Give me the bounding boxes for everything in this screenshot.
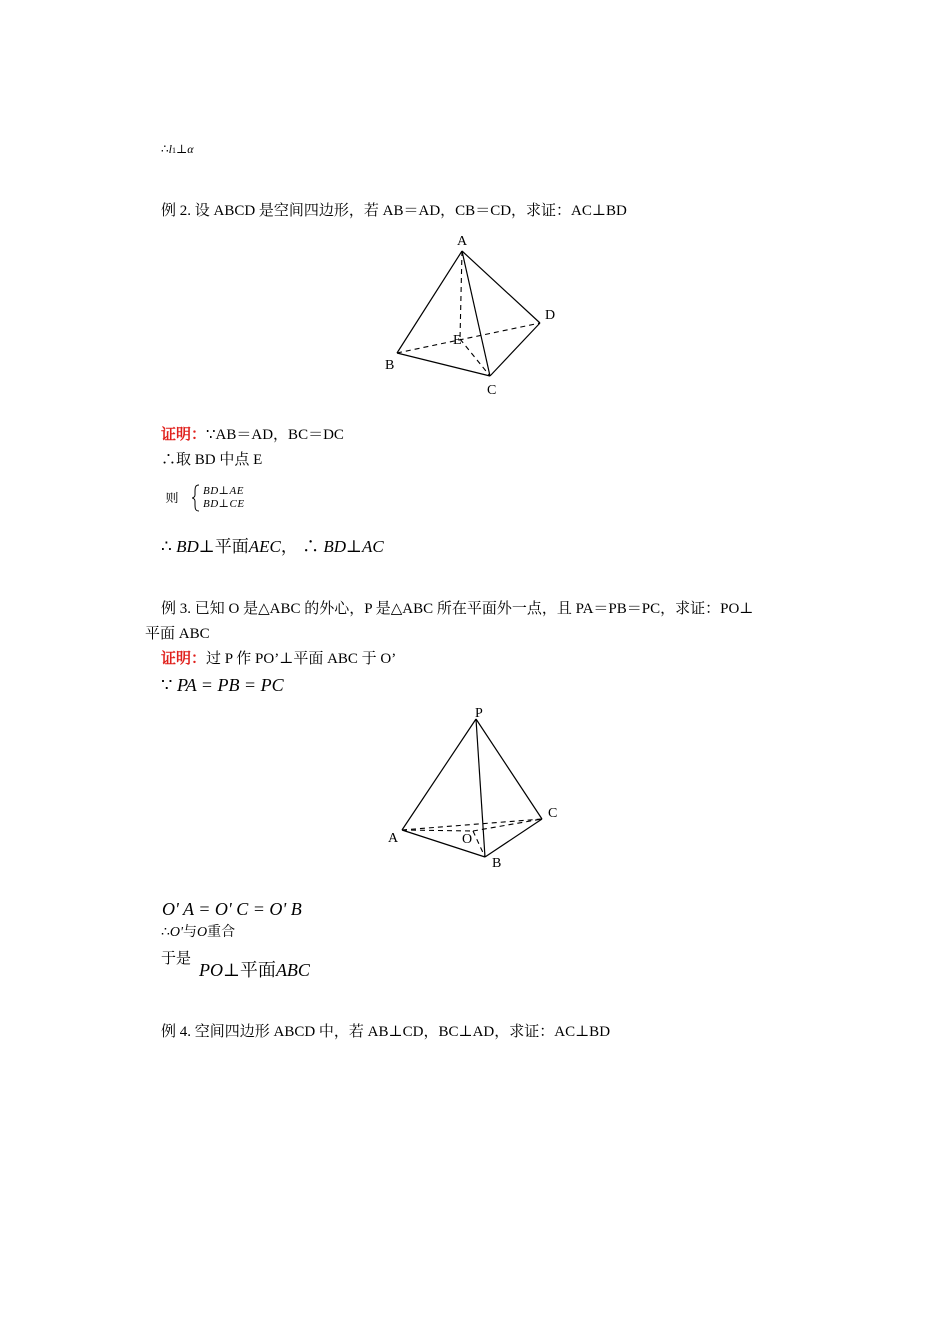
label-O: O [462,832,473,847]
subscript-1: 1 [171,146,176,155]
math-BD: BD [323,537,347,556]
math-PO: PO [199,960,223,980]
therefore-symbol: ∴ [161,142,169,156]
math-O: O [197,925,208,940]
label-A: A [388,831,399,846]
dashed-BD [397,323,540,353]
example2-problem: 例 2. 设 ABCD 是空间四边形，若 AB＝AD，CB＝CD，求证：AC⊥BD [161,203,627,219]
example2-conclusion [161,537,384,557]
example2-proof-line1 [161,426,344,444]
edge-BC [485,819,542,857]
edge-PA [402,719,476,830]
label-A: A [457,234,468,249]
math-AC: AC [362,537,384,556]
dashed-AE [460,251,462,339]
label-E: E [453,333,462,348]
therefore-symbol: ∴ [302,537,320,556]
dashed-AO [402,830,473,831]
label-C: C [487,383,497,398]
system-line2: BD⊥CE [203,498,245,510]
system-line1: BD⊥AE [203,485,244,497]
label-B: B [492,856,502,871]
perp-alpha: ⊥α [175,142,194,156]
therefore-symbol: ∴ [161,537,172,556]
example3-problem-line1: 例 3. 已知 O 是△ABC 的外心，P 是△ABC 所在平面外一点，且 PA＝PB＝PC，求证：PO⊥ [161,601,754,617]
edge-AB [402,830,485,857]
perp-symbol: ⊥ [346,537,363,556]
label-C: C [548,806,558,821]
dashed-AC [402,819,542,830]
because-symbol: ∵ [161,675,173,695]
coincide-text: 重合 [207,925,236,940]
edge-BC [397,353,490,376]
edge-AC [462,251,490,376]
perp-plane-text: ⊥平面 [223,960,276,980]
edge-AD [462,251,540,323]
comma: ， [280,537,298,556]
left-brace [191,484,201,512]
label-B: B [385,358,395,373]
proof-label: 证明： [161,651,207,667]
circumcenter-equality: O' A = O' C = O' B [162,899,302,919]
final-conclusion [199,959,310,981]
example3-problem-line2: 平面 ABC [145,626,210,642]
example3-proof-line [161,650,396,668]
perp-plane-text: ⊥平面 [198,537,249,556]
top-conclusion-line [161,140,194,160]
edge-PB [476,719,485,857]
line-l: l [168,142,172,156]
math-BD: BD [176,537,199,556]
example3-because-line [161,674,284,696]
therefore-symbol: ∴ [161,925,170,940]
proof-construction: 过 P 作 PO’⊥平面 ABC 于 O’ [206,651,397,667]
coincide-line [161,924,235,942]
proof-label: 证明： [161,427,207,443]
equation-PA-PB-PC: PA = PB = PC [176,675,284,695]
proof-given: ∵AB＝AD，BC＝DC [206,427,344,443]
with-text: 与 [183,925,198,940]
ze-label: 则 [165,491,179,505]
label-P: P [475,706,483,721]
math-O-prime: O' [169,925,184,940]
example2-figure [380,228,580,403]
edge-PC [476,719,542,819]
example4-problem: 例 4. 空间四边形 ABCD 中，若 AB⊥CD，BC⊥AD，求证：AC⊥BD [161,1024,611,1040]
label-D: D [545,308,556,323]
edge-CD [490,323,540,376]
yushi-label: 于是 [161,951,192,967]
example3-figure [380,702,580,872]
math-ABC: ABC [275,960,310,980]
math-AEC: AEC [248,537,281,556]
example2-proof-line2: ∴取 BD 中点 E [161,452,263,468]
